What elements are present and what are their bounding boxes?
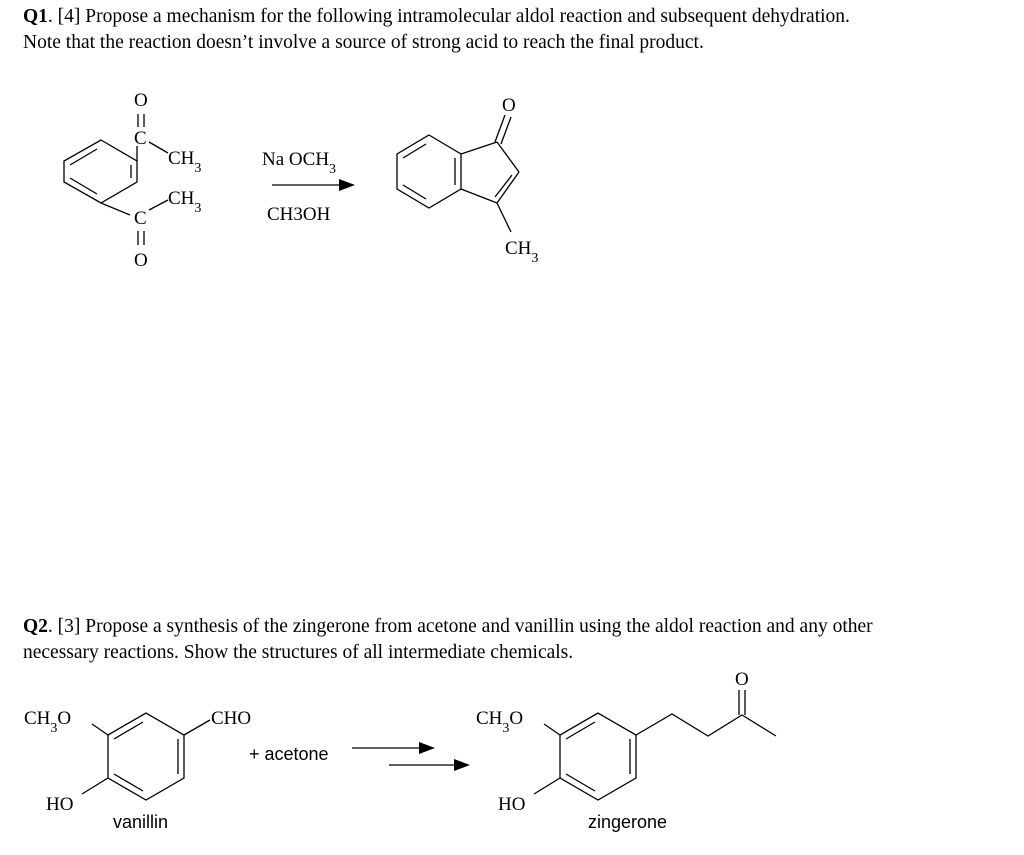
q1-reactant-bond bbox=[149, 142, 168, 153]
q1-reactant-ring-inner-bond bbox=[70, 178, 97, 194]
vanillin-bond bbox=[92, 724, 108, 735]
q1-product-bond bbox=[461, 189, 497, 203]
question-2-points: . [3] bbox=[47, 616, 81, 637]
q1-reactant-bond bbox=[101, 203, 130, 215]
q1-reactant-bond bbox=[149, 200, 168, 210]
q1-reagent-above: Na $OCH_3$ bbox=[262, 149, 337, 177]
q1-reactant-ring-inner-bond bbox=[70, 149, 97, 165]
q1-product-o: O bbox=[502, 95, 516, 116]
q1-product-bond bbox=[461, 142, 497, 154]
zingerone-benzene-ring bbox=[560, 713, 636, 800]
zingerone-name: zingerone bbox=[588, 812, 668, 832]
zingerone-structure bbox=[534, 690, 776, 800]
q1-product-methyl-bond bbox=[497, 203, 511, 232]
zingerone-ch3o-label bbox=[476, 708, 523, 736]
question-1-line-2: Note that the reaction doesn’t involve a source of strong acid to reach the final product. bbox=[23, 32, 704, 53]
zingerone-ch3o: $CH_3O$ bbox=[476, 708, 524, 736]
zingerone-bond bbox=[534, 778, 560, 794]
q1-reactant-ch3-bottom bbox=[168, 188, 201, 216]
vanillin-ring-inner-bond bbox=[114, 722, 143, 739]
q1-reactant-o-bottom: O bbox=[134, 250, 148, 271]
q1-product-ch3 bbox=[505, 238, 538, 266]
zingerone-ho-label: HO bbox=[498, 794, 526, 815]
question-2-line-2: necessary reactions. Show the structures of all intermediate chemicals. bbox=[23, 642, 574, 663]
q1-product-structure bbox=[397, 115, 519, 232]
question-1-number: Q1 bbox=[23, 6, 48, 27]
vanillin-ch3o-label bbox=[24, 708, 71, 736]
q1-product-benzene-ring bbox=[397, 135, 461, 208]
q1-reactant-structure bbox=[64, 114, 168, 245]
q1-reactant-ch3-top bbox=[168, 148, 201, 176]
q1-reactant-ch3-top-label: $CH_3$ bbox=[168, 148, 202, 176]
vanillin-bond bbox=[82, 778, 108, 794]
zingerone-side-chain bbox=[636, 714, 776, 736]
q1-product-bond bbox=[497, 142, 519, 172]
q1-reactant-c-bottom: C bbox=[134, 208, 147, 229]
zingerone-bond bbox=[544, 724, 560, 735]
question-1-prompt: Propose a mechanism for the following intramolecular aldol reaction and subsequent dehydration. bbox=[80, 6, 850, 27]
zingerone-ring-inner-bond bbox=[566, 722, 595, 739]
vanillin-bond bbox=[184, 720, 210, 735]
question-2-prompt: Propose a synthesis of the zingerone from acetone and vanillin using the aldol reaction and any other bbox=[80, 616, 873, 637]
q1-reactant-o-top: O bbox=[134, 90, 148, 111]
q1-product-ch3-label: $CH_3$ bbox=[505, 238, 539, 266]
q2-reaction-arrowhead-upper bbox=[419, 742, 435, 754]
vanillin-ho-label: HO bbox=[46, 794, 74, 815]
q1-reactant-ch3-bottom-label: $CH_3$ bbox=[168, 188, 202, 216]
q2-reaction-arrowhead-lower bbox=[454, 759, 470, 771]
q1-reagent-below: CH3OH bbox=[267, 204, 331, 225]
q1-product-bond bbox=[497, 172, 519, 203]
q1-product-ring-inner-bond bbox=[403, 185, 426, 199]
zingerone-o-label: O bbox=[735, 669, 749, 690]
q1-product-ring-inner-bond bbox=[403, 144, 426, 158]
vanillin-ch3o: $CH_3O$ bbox=[24, 708, 72, 736]
question-2-number: Q2 bbox=[23, 616, 48, 637]
q1-reactant-benzene-ring bbox=[64, 140, 137, 203]
question-1-points: . [4] bbox=[47, 6, 81, 27]
zingerone-ring-inner-bond bbox=[566, 774, 595, 791]
vanillin-cho-label: CHO bbox=[211, 708, 252, 729]
plus-acetone-label: + acetone bbox=[249, 744, 329, 764]
vanillin-benzene-ring bbox=[108, 713, 184, 800]
vanillin-name: vanillin bbox=[113, 812, 169, 832]
vanillin-structure bbox=[82, 713, 210, 800]
q1-reactant-c-top: C bbox=[134, 128, 147, 149]
vanillin-ring-inner-bond bbox=[114, 774, 143, 791]
q1-reaction-arrowhead bbox=[339, 179, 355, 191]
